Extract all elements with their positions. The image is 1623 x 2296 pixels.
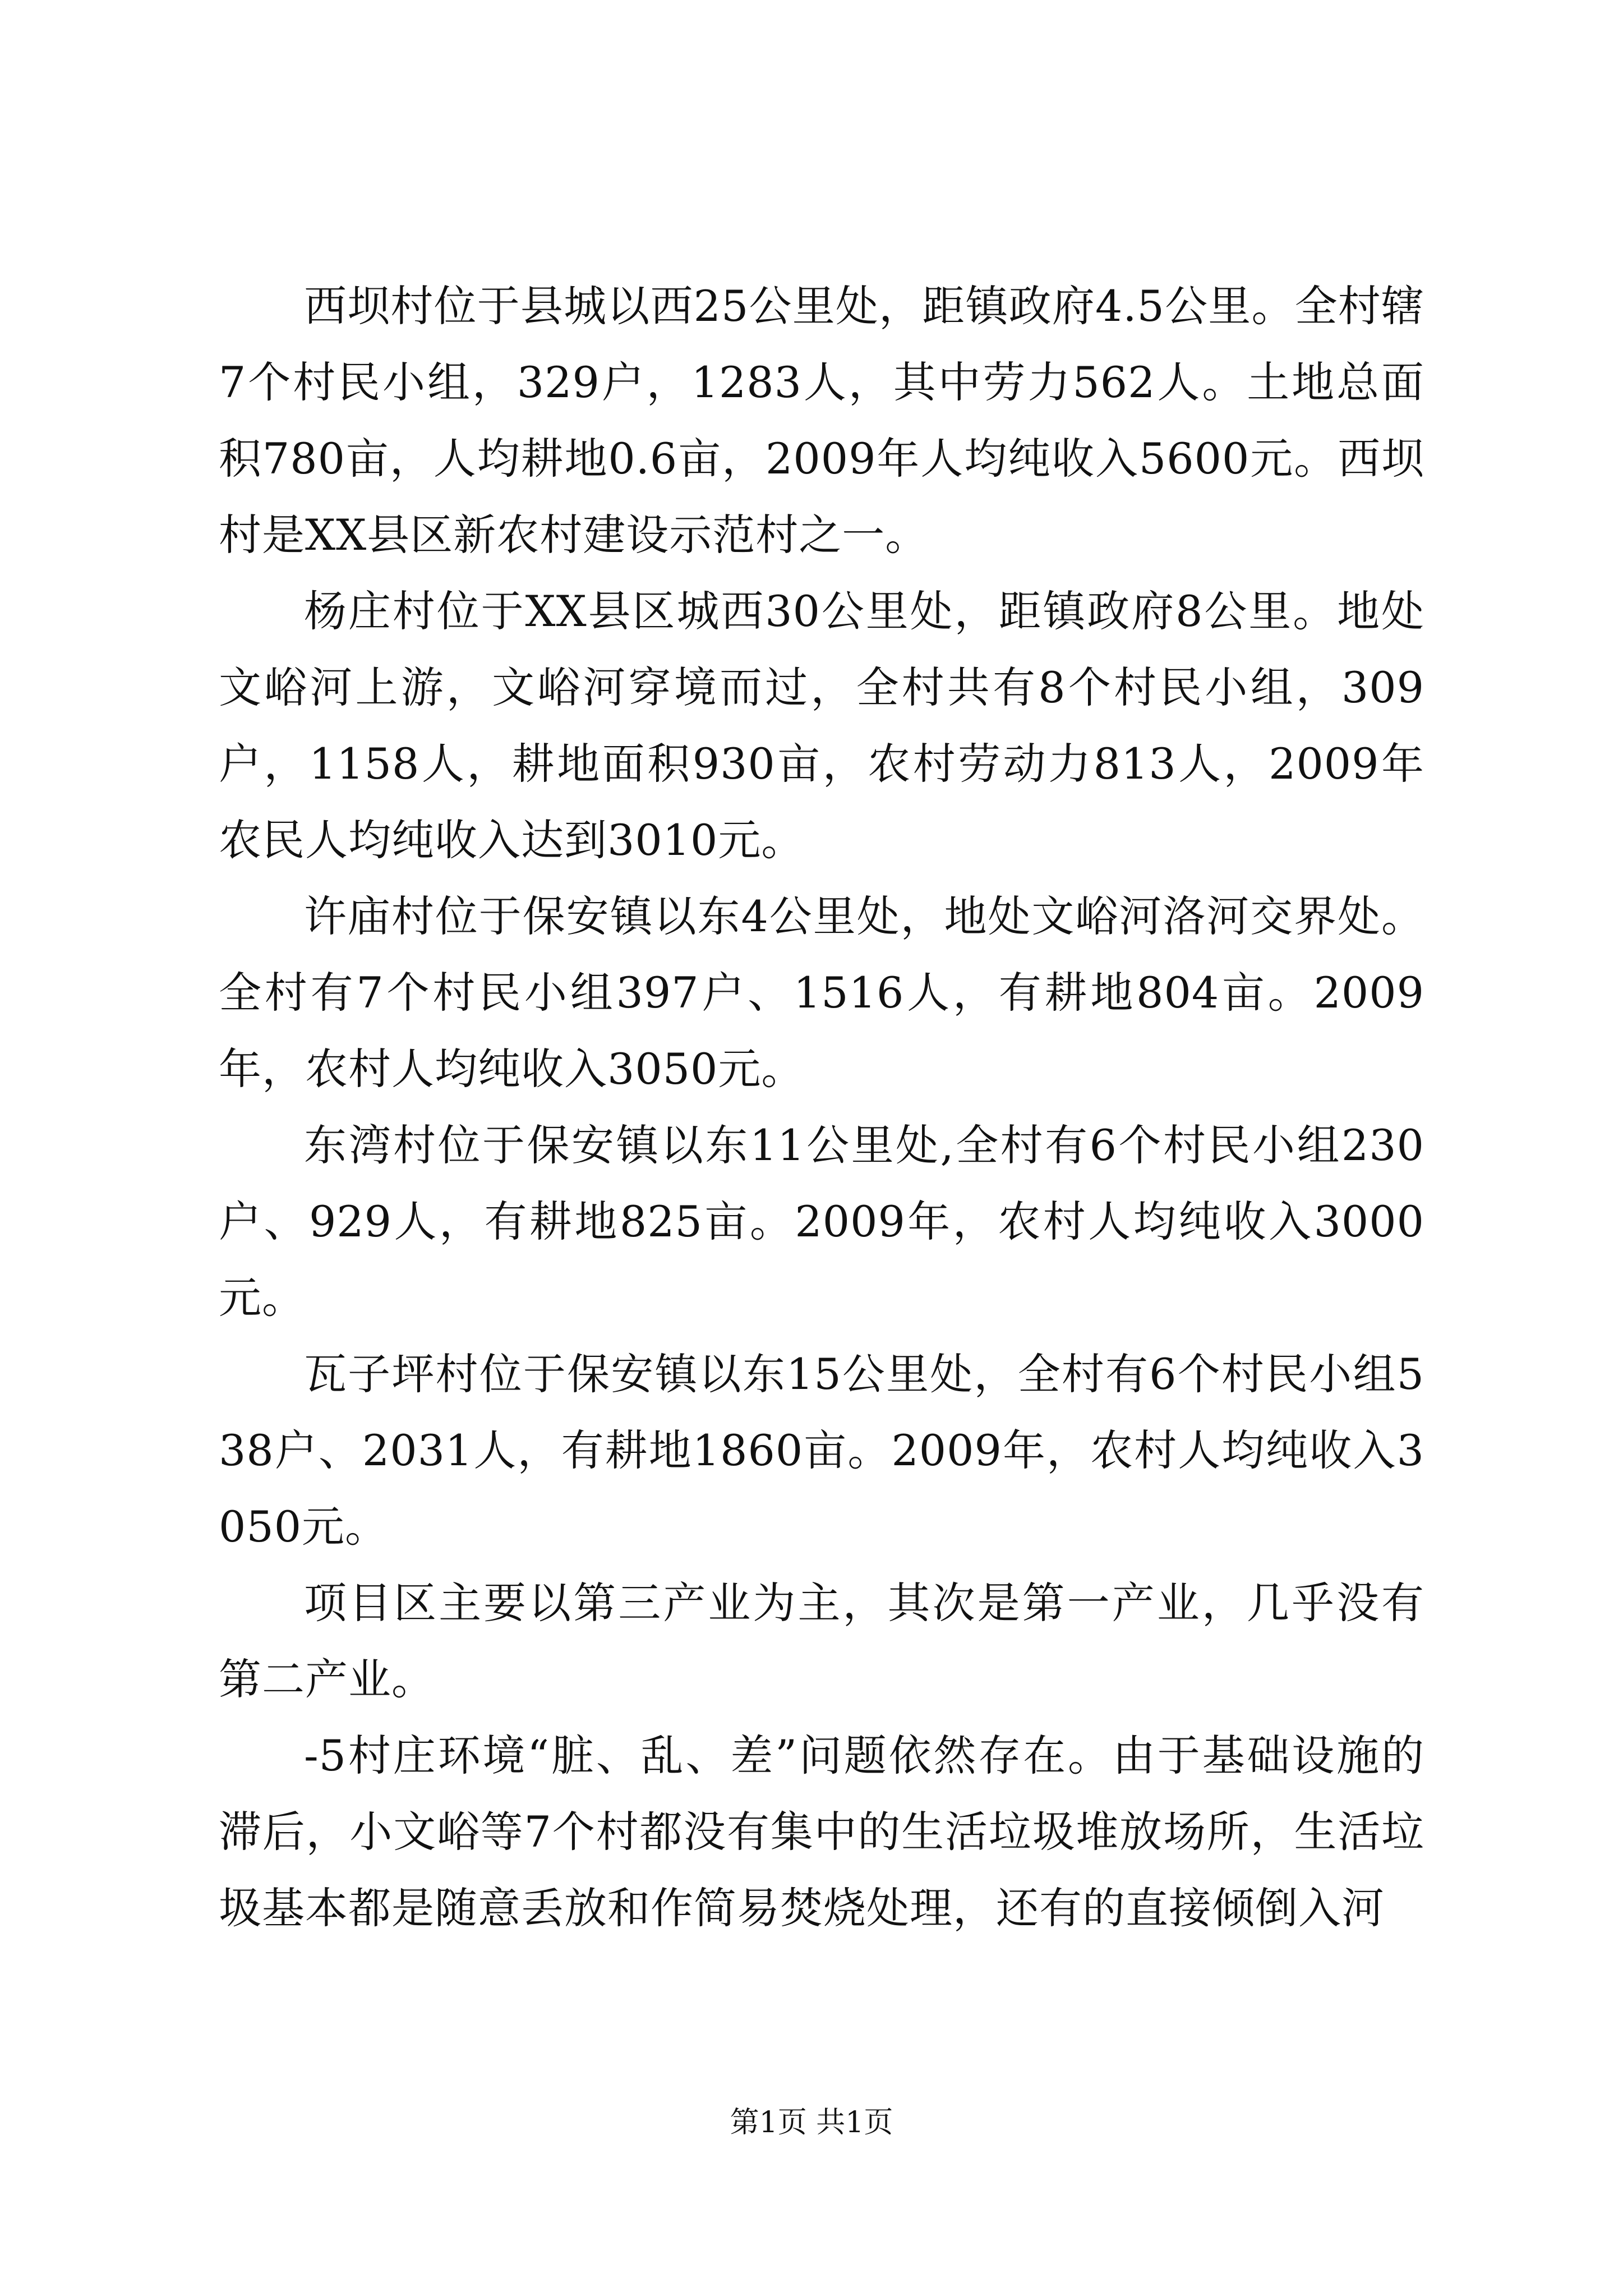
paragraph-industry: 项目区主要以第三产业为主，其次是第一产业，几乎没有第二产业。 — [219, 1578, 1424, 1704]
paragraph-environment: -5村庄环境“脏、乱、差”问题依然存在。由于基础设施的滞后，小文峪等7个村都没有集中的生活垃圾堆放场所，生活垃圾基本都是随意丢放和作简易焚烧处理，还有的直接倾倒入河 — [219, 1731, 1424, 1933]
paragraph-xumiao-village: 许庙村位于保安镇以东4公里处，地处文峪河洛河交界处。全村有7个村民小组397户、1516人，有耕地804亩。2009年，农村人均纯收入3050元。 — [219, 891, 1424, 1094]
paragraph-waziping-village: 瓦子坪村位于保安镇以东15公里处，全村有6个村民小组538户、2031人，有耕地1860亩。2009年，农村人均纯收入3050元。 — [219, 1349, 1424, 1552]
paragraph-xiba-village: 西坝村位于县城以西25公里处，距镇政府4.5公里。全村辖7个村民小组，329户，1283人，其中劳力562人。土地总面积780亩，人均耕地0.6亩，2009年人均纯收入5600元。西坝村是XX县区新农村建设示范村之一。 — [219, 281, 1424, 560]
document-body — [219, 268, 1424, 1947]
paragraph-dongwan-village: 东湾村位于保安镇以东11公里处,全村有6个村民小组230户、929人，有耕地825亩。2009年，农村人均纯收入3000元。 — [219, 1120, 1424, 1323]
paragraph-yangzhuang-village: 杨庄村位于XX县区城西30公里处，距镇政府8公里。地处文峪河上游，文峪河穿境而过，全村共有8个村民小组，309户，1158人，耕地面积930亩，农村劳动力813人，2009年农民人均纯收入达到3010元。 — [219, 586, 1424, 865]
page-footer: 第1页 共1页 — [730, 2106, 893, 2139]
